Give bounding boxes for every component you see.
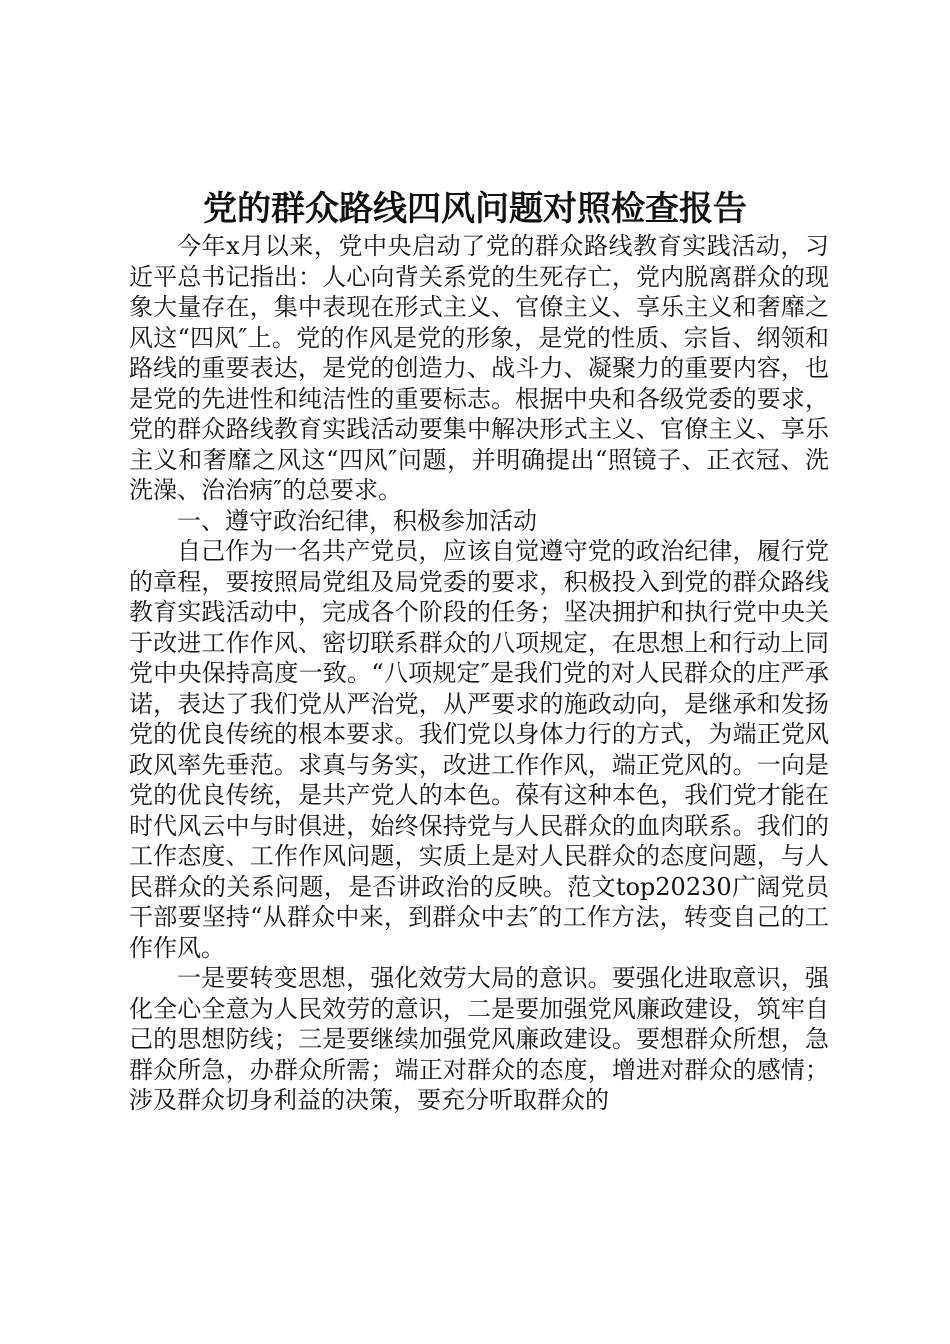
paragraph-intro: 今年x月以来，党中央启动了党的群众路线教育实践活动，习近平总书记指出：人心向背关系党的生死存亡，党内脱离群众的现象大量存在，集中表现在形式主义、官僚主义、享乐主义和奢靡之风这“四风″上。党的作风是党的形象，是党的性质、宗旨、纲领和路线的重要表达，是党的创造力、战斗力、凝聚力的重要内容，也是党的先进性和纯洁性的重要标志。根据中央和各级党委的要求，党的群众路线教育实践活动要集中解决形式主义、官僚主义、享乐主义和奢靡之风这“四风″问题，并明确提出“照镜子、正衣冠、洗洗澡、治治病″的总要求。 bbox=[129, 232, 829, 504]
paragraph-measures: 一是要转变思想，强化效劳大局的意识。要强化进取意识，强化全心全意为人民效劳的意识，二是要加强党风廉政建设，筑牢自己的思想防线；三是要继续加强党风廉政建设。要想群众所想，急群众所急，办群众所需；端正对群众的态度，增进对群众的感情；涉及群众切身利益的决策，要充分听取群众的 bbox=[129, 964, 829, 1114]
section-heading-1: 一、遵守政治纪律，积极参加活动 bbox=[177, 506, 537, 535]
document-body bbox=[129, 231, 829, 1116]
document-title: 党的群众路线四风问题对照检查报告 bbox=[203, 189, 747, 229]
paragraph-discipline: 自己作为一名共产党员，应该自觉遵守党的政治纪律，履行党的章程，要按照局党组及局党委的要求，积极投入到党的群众路线教育实践活动中，完成各个阶段的任务；坚决拥护和执行党中央关于改进工作作风、密切联系群众的八项规定，在思想上和行动上同党中央保持高度一致。“八项规定″是我们党的对人民群众的庄严承诺，表达了我们党从严治党，从严要求的施政动向，是继承和发扬党的优良传统的根本要求。我们党以身体力行的方式，为端正党风政风率先垂范。求真与务实，改进工作作风，端正党风的。一向是党的优良传统，是共产党人的本色。葆有这种本色，我们党才能在时代风云中与时俱进，始终保持党与人民群众的血肉联系。我们的工作态度、工作作风问题，实质上是对人民群众的态度问题，与人民群众的关系问题，是否讲政治的反映。范文top20230广阔党员干部要坚持“从群众中来，到群众中去″的工作方法，转变自己的工作作风。 bbox=[129, 537, 829, 962]
